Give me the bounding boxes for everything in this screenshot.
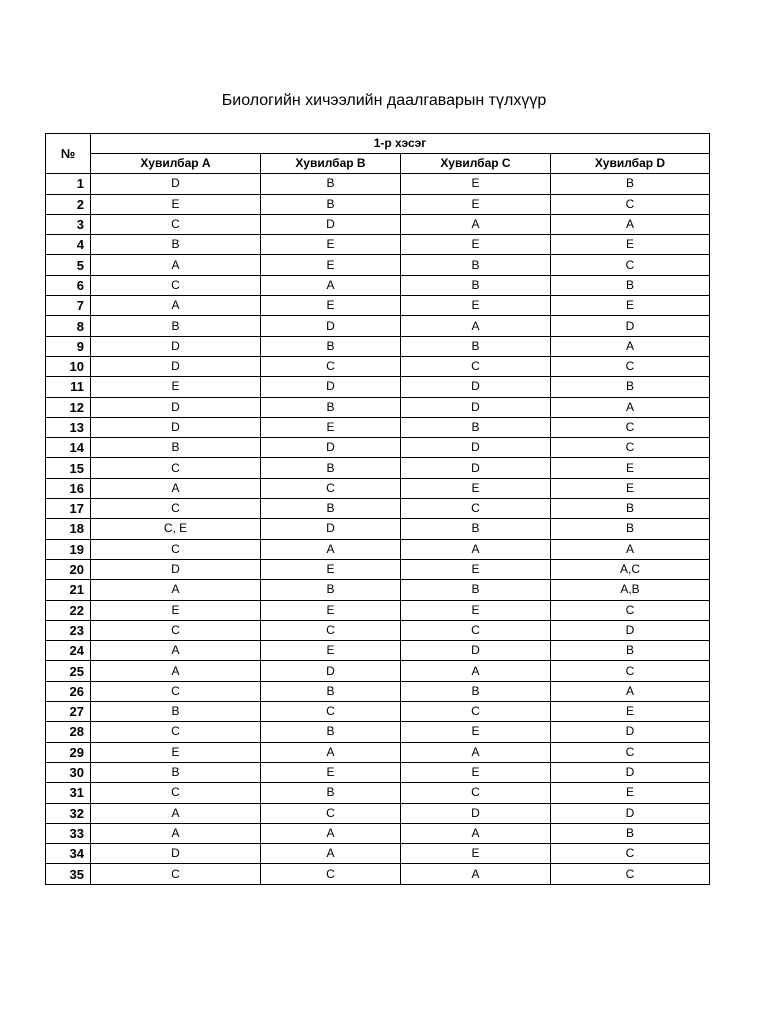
question-number: 14: [46, 438, 91, 458]
answer-variant-a: A: [91, 580, 261, 600]
answer-variant-a: E: [91, 742, 261, 762]
answer-variant-d: B: [551, 641, 710, 661]
question-number: 10: [46, 356, 91, 376]
table-row: [46, 661, 710, 681]
question-number: 8: [46, 316, 91, 336]
answer-variant-b: B: [261, 194, 401, 214]
answer-variant-d: D: [551, 722, 710, 742]
answer-variant-a: C, E: [91, 519, 261, 539]
answer-variant-a: C: [91, 783, 261, 803]
answer-variant-a: E: [91, 377, 261, 397]
answer-variant-b: E: [261, 235, 401, 255]
answer-variant-c: A: [401, 539, 551, 559]
answer-variant-d: B: [551, 519, 710, 539]
table-row: [46, 255, 710, 275]
table-row: [46, 194, 710, 214]
answer-variant-c: B: [401, 519, 551, 539]
answer-variant-a: A: [91, 296, 261, 316]
answer-variant-c: C: [401, 702, 551, 722]
table-row: [46, 600, 710, 620]
table-row: [46, 823, 710, 843]
answer-variant-d: E: [551, 235, 710, 255]
answer-variant-d: D: [551, 620, 710, 640]
answer-variant-b: A: [261, 275, 401, 295]
table-row: [46, 702, 710, 722]
table-row: [46, 641, 710, 661]
answer-variant-d: B: [551, 174, 710, 194]
answer-variant-d: C: [551, 844, 710, 864]
answer-variant-b: A: [261, 823, 401, 843]
answer-variant-c: E: [401, 844, 551, 864]
answer-variant-a: C: [91, 214, 261, 234]
table-row: [46, 174, 710, 194]
answer-variant-d: E: [551, 458, 710, 478]
answer-variant-b: B: [261, 783, 401, 803]
answer-variant-b: B: [261, 458, 401, 478]
answer-variant-c: D: [401, 803, 551, 823]
table-row: [46, 275, 710, 295]
answer-variant-b: B: [261, 681, 401, 701]
table-row: [46, 336, 710, 356]
answer-variant-d: C: [551, 194, 710, 214]
table-row: [46, 681, 710, 701]
table-row: [46, 356, 710, 376]
answer-variant-d: C: [551, 742, 710, 762]
answer-variant-d: A: [551, 681, 710, 701]
answer-variant-a: D: [91, 336, 261, 356]
answer-variant-c: D: [401, 377, 551, 397]
answer-variant-c: E: [401, 559, 551, 579]
question-number: 6: [46, 275, 91, 295]
answer-variant-a: A: [91, 255, 261, 275]
answer-variant-d: E: [551, 783, 710, 803]
answer-variant-a: B: [91, 702, 261, 722]
answer-variant-a: D: [91, 417, 261, 437]
answer-variant-b: B: [261, 397, 401, 417]
table-row: [46, 397, 710, 417]
table-row: [46, 214, 710, 234]
answer-variant-d: E: [551, 296, 710, 316]
variant-header-b: Хувилбар B: [261, 154, 401, 174]
number-header: №: [46, 134, 91, 174]
question-number: 28: [46, 722, 91, 742]
answer-variant-c: A: [401, 661, 551, 681]
question-number: 18: [46, 519, 91, 539]
table-row: [46, 722, 710, 742]
table-row: [46, 539, 710, 559]
answer-variant-a: A: [91, 661, 261, 681]
answer-variant-c: E: [401, 600, 551, 620]
answer-variant-c: B: [401, 580, 551, 600]
table-row: [46, 519, 710, 539]
question-number: 20: [46, 559, 91, 579]
answer-variant-b: E: [261, 417, 401, 437]
question-number: 15: [46, 458, 91, 478]
table-row: [46, 478, 710, 498]
answer-variant-d: A: [551, 214, 710, 234]
table-row: [46, 559, 710, 579]
answer-variant-c: E: [401, 762, 551, 782]
answer-variant-a: C: [91, 722, 261, 742]
question-number: 5: [46, 255, 91, 275]
answer-variant-a: B: [91, 438, 261, 458]
table-row: [46, 417, 710, 437]
answer-variant-a: D: [91, 844, 261, 864]
answer-variant-d: C: [551, 661, 710, 681]
answer-variant-b: E: [261, 255, 401, 275]
answer-variant-a: A: [91, 823, 261, 843]
answer-variant-c: A: [401, 823, 551, 843]
answer-variant-d: B: [551, 275, 710, 295]
answer-variant-d: A,C: [551, 559, 710, 579]
question-number: 23: [46, 620, 91, 640]
answer-variant-b: E: [261, 641, 401, 661]
answer-variant-c: E: [401, 296, 551, 316]
answer-variant-d: C: [551, 438, 710, 458]
answer-variant-d: B: [551, 499, 710, 519]
answer-variant-d: A: [551, 336, 710, 356]
question-number: 11: [46, 377, 91, 397]
answer-variant-a: C: [91, 499, 261, 519]
answer-variant-c: D: [401, 438, 551, 458]
table-row: [46, 235, 710, 255]
question-number: 17: [46, 499, 91, 519]
answer-variant-c: A: [401, 864, 551, 884]
answer-variant-c: C: [401, 356, 551, 376]
answer-variant-d: A: [551, 397, 710, 417]
answer-variant-b: B: [261, 580, 401, 600]
question-number: 34: [46, 844, 91, 864]
answer-variant-d: C: [551, 417, 710, 437]
answer-variant-b: E: [261, 600, 401, 620]
table-row: [46, 296, 710, 316]
answer-variant-d: C: [551, 864, 710, 884]
answer-variant-b: C: [261, 478, 401, 498]
answer-variant-c: B: [401, 336, 551, 356]
question-number: 35: [46, 864, 91, 884]
answer-variant-c: E: [401, 235, 551, 255]
table-row: [46, 499, 710, 519]
question-number: 13: [46, 417, 91, 437]
answer-variant-c: C: [401, 620, 551, 640]
answer-variant-c: D: [401, 458, 551, 478]
table-row: [46, 844, 710, 864]
answer-variant-c: E: [401, 722, 551, 742]
answer-variant-c: B: [401, 681, 551, 701]
table-row: [46, 316, 710, 336]
answer-variant-d: C: [551, 356, 710, 376]
answer-variant-b: D: [261, 519, 401, 539]
answer-variant-b: E: [261, 559, 401, 579]
answer-variant-a: D: [91, 559, 261, 579]
answer-variant-a: D: [91, 397, 261, 417]
answer-variant-a: A: [91, 478, 261, 498]
answer-variant-b: D: [261, 661, 401, 681]
variant-header-c: Хувилбар C: [401, 154, 551, 174]
question-number: 33: [46, 823, 91, 843]
table-body: [46, 174, 710, 884]
table-row: [46, 762, 710, 782]
table-row: [46, 803, 710, 823]
answer-variant-b: C: [261, 702, 401, 722]
question-number: 12: [46, 397, 91, 417]
answer-variant-c: A: [401, 316, 551, 336]
table-row: [46, 864, 710, 884]
answer-variant-a: B: [91, 316, 261, 336]
variant-header-d: Хувилбар D: [551, 154, 710, 174]
answer-variant-b: D: [261, 438, 401, 458]
table-row: [46, 458, 710, 478]
table-row: [46, 742, 710, 762]
question-number: 7: [46, 296, 91, 316]
table-row: [46, 438, 710, 458]
question-number: 31: [46, 783, 91, 803]
answer-variant-b: D: [261, 377, 401, 397]
question-number: 19: [46, 539, 91, 559]
answer-variant-b: A: [261, 539, 401, 559]
answer-variant-c: B: [401, 417, 551, 437]
answer-variant-b: A: [261, 844, 401, 864]
answer-variant-a: C: [91, 864, 261, 884]
question-number: 24: [46, 641, 91, 661]
answer-variant-a: E: [91, 600, 261, 620]
answer-variant-b: A: [261, 742, 401, 762]
answer-variant-b: B: [261, 174, 401, 194]
answer-variant-a: A: [91, 803, 261, 823]
answer-variant-c: B: [401, 275, 551, 295]
answer-variant-d: A: [551, 539, 710, 559]
answer-variant-d: B: [551, 377, 710, 397]
answer-variant-b: C: [261, 620, 401, 640]
question-number: 30: [46, 762, 91, 782]
answer-variant-b: B: [261, 336, 401, 356]
answer-variant-d: D: [551, 762, 710, 782]
answer-variant-c: D: [401, 641, 551, 661]
answer-variant-d: E: [551, 478, 710, 498]
answer-variant-a: C: [91, 539, 261, 559]
answer-variant-b: D: [261, 214, 401, 234]
answer-variant-c: B: [401, 255, 551, 275]
answer-variant-d: A,B: [551, 580, 710, 600]
answer-variant-b: D: [261, 316, 401, 336]
question-number: 9: [46, 336, 91, 356]
answer-variant-c: A: [401, 742, 551, 762]
table-header: [46, 134, 710, 174]
answer-variant-d: C: [551, 600, 710, 620]
answer-variant-a: D: [91, 174, 261, 194]
answer-variant-a: C: [91, 458, 261, 478]
answer-variant-c: E: [401, 194, 551, 214]
question-number: 4: [46, 235, 91, 255]
question-number: 2: [46, 194, 91, 214]
answer-variant-c: C: [401, 499, 551, 519]
question-number: 22: [46, 600, 91, 620]
answer-variant-a: C: [91, 620, 261, 640]
question-number: 25: [46, 661, 91, 681]
answer-variant-b: B: [261, 722, 401, 742]
table-row: [46, 783, 710, 803]
answer-variant-b: C: [261, 803, 401, 823]
table-row: [46, 377, 710, 397]
answer-variant-c: C: [401, 783, 551, 803]
answer-variant-d: B: [551, 823, 710, 843]
question-number: 16: [46, 478, 91, 498]
answer-variant-b: E: [261, 296, 401, 316]
question-number: 3: [46, 214, 91, 234]
answer-variant-c: D: [401, 397, 551, 417]
answer-variant-b: C: [261, 864, 401, 884]
question-number: 32: [46, 803, 91, 823]
answer-variant-c: E: [401, 478, 551, 498]
part-header: 1-р хэсэг: [91, 134, 710, 154]
answer-variant-c: A: [401, 214, 551, 234]
page-title: Биологийн хичээлийн даалгаварын түлхүүр: [221, 92, 547, 109]
answer-key-table: [45, 133, 710, 885]
answer-variant-a: E: [91, 194, 261, 214]
answer-variant-d: E: [551, 702, 710, 722]
answer-variant-b: E: [261, 762, 401, 782]
answer-variant-d: D: [551, 803, 710, 823]
answer-variant-a: C: [91, 275, 261, 295]
answer-variant-b: C: [261, 356, 401, 376]
answer-variant-a: D: [91, 356, 261, 376]
question-number: 21: [46, 580, 91, 600]
answer-variant-a: B: [91, 235, 261, 255]
answer-variant-d: D: [551, 316, 710, 336]
question-number: 26: [46, 681, 91, 701]
answer-variant-c: E: [401, 174, 551, 194]
answer-variant-d: C: [551, 255, 710, 275]
question-number: 27: [46, 702, 91, 722]
answer-variant-b: B: [261, 499, 401, 519]
answer-variant-a: A: [91, 641, 261, 661]
question-number: 29: [46, 742, 91, 762]
question-number: 1: [46, 174, 91, 194]
variant-header-a: Хувилбар A: [91, 154, 261, 174]
answer-variant-a: B: [91, 762, 261, 782]
table-row: [46, 620, 710, 640]
answer-variant-a: C: [91, 681, 261, 701]
table-row: [46, 580, 710, 600]
